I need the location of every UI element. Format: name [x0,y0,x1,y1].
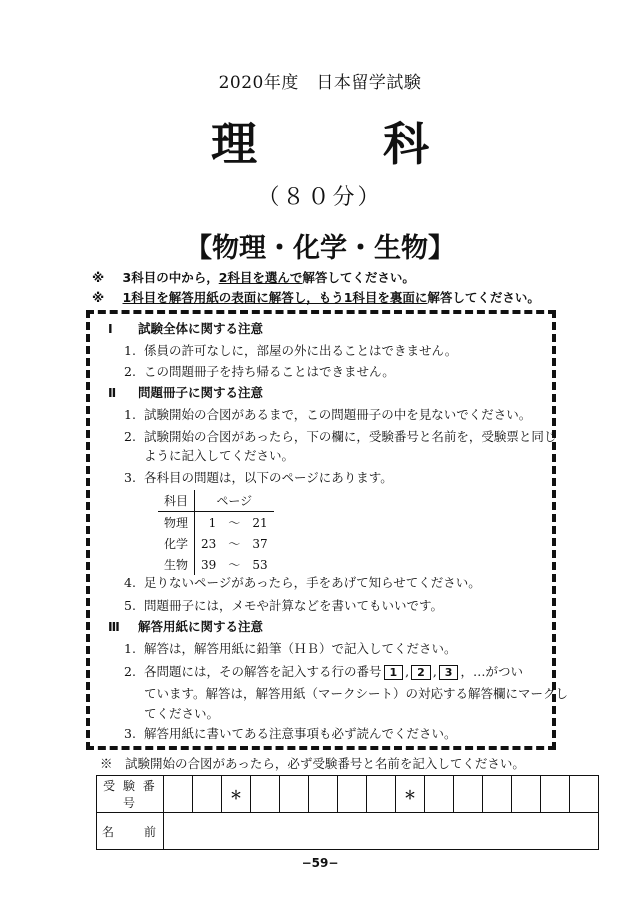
list-item-continued: ています。解答は，解答用紙（マークシート）の対応する解答欄にマークし [144,686,569,701]
exam-number-box[interactable] [512,776,541,813]
asterisk-cell: ＊ [222,776,251,813]
section-title: 問題冊子に関する注意 [138,385,264,400]
exam-info-table [96,775,599,850]
exam-number-box[interactable] [425,776,454,813]
section-number: Ⅰ [108,321,113,336]
table-row: 化学 23 ～ 37 [158,533,274,554]
asterisk-cell: ＊ [396,776,425,813]
exam-number-box[interactable] [309,776,338,813]
list-item: 5. 問題冊子には，メモや計算などを書いてもいいです。 [124,598,444,613]
table-header: ページ [195,490,274,512]
section-number: Ⅱ [108,385,117,400]
note-mark: ※ [92,270,105,285]
page-range-table [158,490,274,575]
page-number: −59− [301,856,339,870]
exam-number-row [97,776,599,813]
exam-header: 2020年度 日本留学試験 [218,73,422,93]
exam-duration: （８０分） [257,185,383,210]
exam-number-box[interactable] [280,776,309,813]
note-underlined: 2科目を選んで [218,270,303,285]
top-note-1 [92,268,415,286]
name-label: 名 前 [97,813,164,850]
section-title: 解答用紙に関する注意 [138,619,264,634]
exam-number-box[interactable] [541,776,570,813]
note-underlined: 1科目を解答用紙の表面に解答し，もう1科目を裏面に [122,290,428,305]
table-row: 生物 39 ～ 53 [158,554,274,575]
list-item: 3. 解答用紙に書いてある注意事項も必ず読んでください。 [124,726,457,741]
table-row: 物理 1 ～ 21 [158,512,274,534]
table-header: 科目 [158,490,195,512]
exam-number-box[interactable] [454,776,483,813]
exam-number-box[interactable] [164,776,193,813]
list-item: 1. 試験開始の合図があるまで，この問題冊子の中を見ないでください。 [124,407,532,422]
exam-number-label: 受 験 番 号 [97,776,164,813]
exam-number-box[interactable] [193,776,222,813]
list-item: 2. 各問題には，その解答を記入する行の番号 1 , 2 , 3 ，…がつい [124,664,523,679]
exam-number-box[interactable] [483,776,512,813]
note-mark: ※ [92,290,105,305]
row-number-box: 1 [384,665,404,680]
list-item: 4. 足りないページがあったら，手をあげて知らせてください。 [124,575,481,590]
section-number: Ⅲ [108,619,120,634]
list-item-continued: ように記入してください。 [144,448,295,463]
list-item-continued: てください。 [144,706,220,721]
note-text: 解答してください。 [302,270,415,285]
section-1-heading [108,319,263,337]
subject-title: 理 科 [211,117,469,171]
subjects-list: 【物理・化学・生物】 [185,233,455,264]
top-note-2 [92,288,540,306]
exam-number-box[interactable] [570,776,599,813]
exam-number-box[interactable] [338,776,367,813]
list-item: 3. 各科目の問題は，以下のページにあります。 [124,470,393,485]
note-text: 解答してください。 [427,290,540,305]
section-3-heading [108,617,263,635]
exam-number-box[interactable] [367,776,396,813]
name-row [97,813,599,850]
list-item: 2. 試験開始の合図があったら，下の欄に，受験番号と名前を，受験票と同じ [124,429,557,444]
exam-number-box[interactable] [251,776,280,813]
row-number-box: 3 [439,665,459,680]
row-number-box: 2 [411,665,431,680]
list-item: 1. 係員の許可なしに，部屋の外に出ることはできません。 [124,343,458,358]
note-text: 3科目の中から， [122,270,219,285]
name-field[interactable] [164,813,599,850]
list-item: 1. 解答は，解答用紙に鉛筆（ＨＢ）で記入してください。 [124,641,457,656]
section-2-heading [108,383,263,401]
list-item: 2. この問題冊子を持ち帰ることはできません。 [124,364,395,379]
bottom-note: ※ 試験開始の合図があったら，必ず受験番号と名前を記入してください。 [100,756,525,771]
section-title: 試験全体に関する注意 [138,321,264,336]
